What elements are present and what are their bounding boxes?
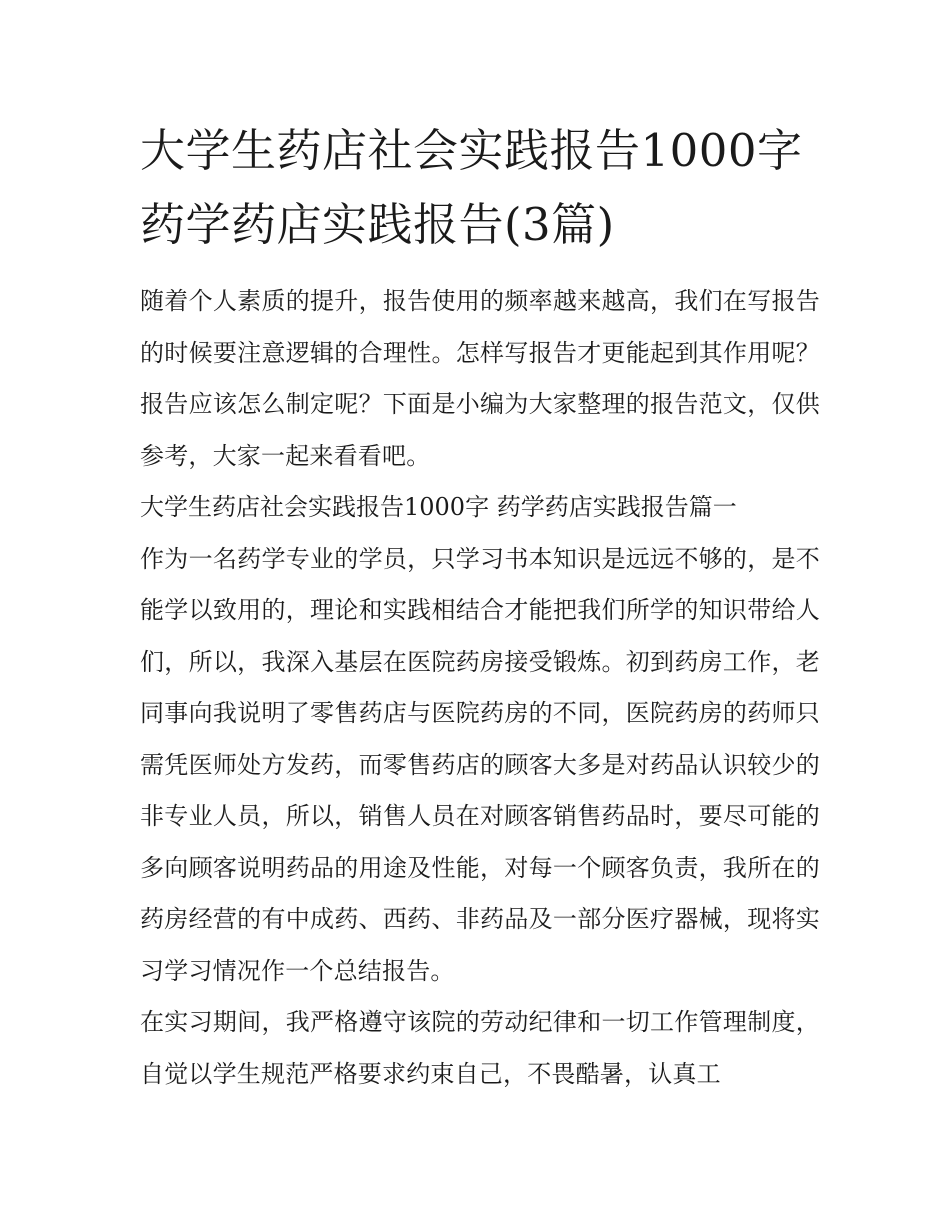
document-body — [140, 276, 820, 1100]
intro-paragraph: 随着个人素质的提升，报告使用的频率越来越高，我们在写报告的时候要注意逻辑的合理性。怎样写报告才更能起到其作用呢？报告应该怎么制定呢？下面是小编为大家整理的报告范文，仅供参考，大家一起来看看吧。 — [140, 287, 820, 470]
section-heading: 大学生药店社会实践报告1000字 药学药店实践报告篇一 — [140, 493, 737, 521]
body-paragraph-1: 作为一名药学专业的学员，只学习书本知识是远远不够的，是不能学以致用的，理论和实践相结合才能把我们所学的知识带给人们，所以，我深入基层在医院药房接受锻炼。初到药房工作，老同事向我说明了零售药店与医院药房的不同，医院药房的药师只需凭医师处方发药，而零售药店的顾客大多是对药品认识较少的非专业人员，所以，销售人员在对顾客销售药品时，要尽可能的多向顾客说明药品的用途及性能，对每一个顾客负责，我所在的药房经营的有中成药、西药、非药品及一部分医疗器械，现将实习学习情况作一个总结报告。 — [140, 544, 820, 985]
document-title: 大学生药店社会实践报告1000字 药学药店实践报告(3篇) — [140, 124, 803, 251]
body-paragraph-2: 在实习期间，我严格遵守该院的劳动纪律和一切工作管理制度，自觉以学生规范严格要求约束自己，不畏酷暑，认真工 — [140, 1008, 820, 1088]
